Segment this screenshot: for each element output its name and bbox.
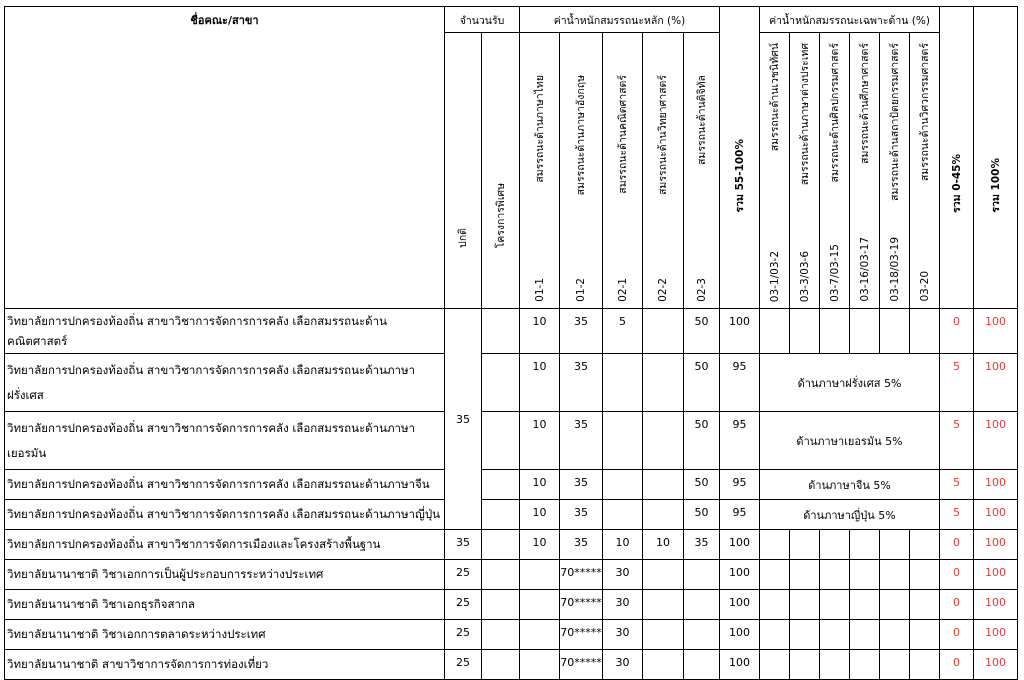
core-total-value: 100 [720,560,760,590]
spec-note: ด้านภาษาเยอรมัน 5% [760,412,940,470]
spec-total-value: 5 [940,500,974,530]
spec-col-header: สมรรถนะด้านสถาปัตยกรรมศาสตร์ 03-18/03-19 [880,33,910,309]
intake-normal-value: 25 [445,590,482,620]
core-value: 70***** [560,590,603,620]
intake-special-header: โครงการพิเศษ [482,33,520,309]
spec-note: ด้านภาษาฝรั่งเศส 5% [760,354,940,412]
grand-total-value: 100 [974,412,1018,470]
table-row [5,500,1018,530]
core-value: 30 [603,650,643,680]
core-value [603,412,643,470]
grand-total-value: 100 [974,560,1018,590]
spec-total-value: 0 [940,620,974,650]
grand-total-header: รวม 100% [974,7,1018,309]
core-value: 70***** [560,620,603,650]
core-value [643,470,684,500]
core-total-value: 100 [720,309,760,354]
core-value: 50 [684,354,720,412]
core-value: 35 [684,530,720,560]
core-value: 10 [520,470,560,500]
spec-note: ด้านภาษาญี่ปุ่น 5% [760,500,940,530]
core-total-value: 100 [720,650,760,680]
core-col-header: สมรรถนะด้านดิจิทัล 02-3 [684,33,720,309]
core-value: 35 [560,354,603,412]
spec-total-value: 0 [940,560,974,590]
core-value [520,560,560,590]
table-row [5,530,1018,560]
core-value: 35 [560,530,603,560]
core-value: 50 [684,500,720,530]
spec-total-value: 0 [940,650,974,680]
spec-col-header: สมรรถนะด้านศิลปกรรมศาสตร์ 03-7/03-15 [820,33,850,309]
program-name: วิทยาลัยนานาชาติ วิชาเอกการตลาดระหว่างประเทศ [5,620,445,650]
core-value [643,560,684,590]
core-total-value: 95 [720,470,760,500]
spec-col-header: สมรรถนะด้านเวชนิทัศน์ 03-1/03-2 [760,33,790,309]
spec-total-value: 0 [940,530,974,560]
core-value: 10 [603,530,643,560]
table-row [5,412,1018,470]
table-row [5,354,1018,412]
table-row [5,470,1018,500]
intake-header: จำนวนรับ [445,7,520,33]
table-row [5,309,1018,354]
core-col-header: สมรรถนะด้านคณิตศาสตร์ 02-1 [603,33,643,309]
core-value [684,560,720,590]
grand-total-value: 100 [974,354,1018,412]
grand-total-value: 100 [974,530,1018,560]
core-value: 70***** [560,650,603,680]
core-value: 10 [520,530,560,560]
table-row [5,590,1018,620]
core-value: 70***** [560,560,603,590]
spec-total-value: 5 [940,354,974,412]
core-value [684,650,720,680]
core-value: 50 [684,412,720,470]
grand-total-value: 100 [974,470,1018,500]
core-col-header: สมรรถนะด้านภาษาไทย 01-1 [520,33,560,309]
program-name: วิทยาลัยการปกครองท้องถิ่น สาขาวิชาการจัดการเมืองและโครงสร้างพื้นฐาน [5,530,445,560]
core-total-value: 95 [720,354,760,412]
core-total-value: 100 [720,590,760,620]
intake-normal-value: 25 [445,620,482,650]
core-value [603,354,643,412]
core-value [643,590,684,620]
spec-col-header: สมรรถนะด้านศึกษาศาสตร์ 03-16/03-17 [850,33,880,309]
program-name: วิทยาลัยการปกครองท้องถิ่น สาขาวิชาการจัดการการคลัง เลือกสมรรถนะด้านคณิตศาสตร์ [5,309,445,354]
core-value [520,590,560,620]
intake-normal-value: 25 [445,650,482,680]
core-value: 35 [560,309,603,354]
spec-total-value: 5 [940,470,974,500]
core-value: 30 [603,560,643,590]
program-name: วิทยาลัยนานาชาติ วิชาเอกการเป็นผู้ประกอบการระหว่างประเทศ [5,560,445,590]
core-value: 50 [684,470,720,500]
intake-normal-header: ปกติ [445,33,482,309]
core-value: 35 [560,412,603,470]
spec-total-value: 5 [940,412,974,470]
intake-normal-value: 35 [445,530,482,560]
core-value: 35 [560,470,603,500]
program-name: วิทยาลัยการปกครองท้องถิ่น สาขาวิชาการจัดการการคลัง เลือกสมรรถนะด้านภาษาญี่ปุ่น [5,500,445,530]
grand-total-value: 100 [974,650,1018,680]
core-total-value: 95 [720,412,760,470]
core-value: 30 [603,590,643,620]
core-col-header: สมรรถนะด้านวิทยาศาสตร์ 02-2 [643,33,684,309]
core-value [643,500,684,530]
core-value [643,620,684,650]
grand-total-value: 100 [974,620,1018,650]
spec-total-value: 0 [940,309,974,354]
spec-note: ด้านภาษาจีน 5% [760,470,940,500]
program-name: วิทยาลัยการปกครองท้องถิ่น สาขาวิชาการจัดการการคลัง เลือกสมรรถนะด้านภาษาฝรั่งเศส [5,354,445,412]
table-row [5,620,1018,650]
core-value: 10 [520,412,560,470]
core-col-header: สมรรถนะด้านภาษาอังกฤษ 01-2 [560,33,603,309]
table-row [5,650,1018,680]
core-value [603,500,643,530]
core-value: 35 [560,500,603,530]
core-value: 10 [520,309,560,354]
admission-weight-table-wrapper [4,6,1018,680]
program-name: วิทยาลัยนานาชาติ สาขาวิชาการจัดการการท่องเที่ยว [5,650,445,680]
core-value [643,309,684,354]
core-value [643,354,684,412]
core-weight-header: ค่าน้ำหนักสมรรถนะหลัก (%) [520,7,720,33]
core-total-value: 95 [720,500,760,530]
core-total-header: รวม 55-100% [720,7,760,309]
grand-total-value: 100 [974,500,1018,530]
spec-weight-header: ค่าน้ำหนักสมรรถนะเฉพาะด้าน (%) [760,7,940,33]
admission-weight-table [4,6,1018,680]
core-value [603,470,643,500]
program-name: วิทยาลัยการปกครองท้องถิ่น สาขาวิชาการจัดการการคลัง เลือกสมรรถนะด้านภาษาเยอรมัน [5,412,445,470]
intake-normal-value: 25 [445,560,482,590]
core-value [684,590,720,620]
core-value [520,650,560,680]
grand-total-value: 100 [974,309,1018,354]
core-value [643,412,684,470]
core-value: 10 [520,500,560,530]
core-value [520,620,560,650]
core-value: 5 [603,309,643,354]
intake-normal-value: 35 [445,309,482,530]
program-name: วิทยาลัยนานาชาติ วิชาเอกธุรกิจสากล [5,590,445,620]
table-row [5,560,1018,590]
grand-total-value: 100 [974,590,1018,620]
program-name: วิทยาลัยการปกครองท้องถิ่น สาขาวิชาการจัดการการคลัง เลือกสมรรถนะด้านภาษาจีน [5,470,445,500]
core-value [684,620,720,650]
core-value: 10 [520,354,560,412]
spec-col-header: สมรรถนะด้านวิศวกรรมศาสตร์ 03-20 [910,33,940,309]
core-value: 10 [643,530,684,560]
core-total-value: 100 [720,530,760,560]
spec-total-header: รวม 0-45% [940,7,974,309]
core-total-value: 100 [720,620,760,650]
core-value: 30 [603,620,643,650]
core-value [643,650,684,680]
spec-total-value: 0 [940,590,974,620]
core-value: 50 [684,309,720,354]
spec-col-header: สมรรถนะด้านภาษาต่างประเทศ 03-3/03-6 [790,33,820,309]
faculty-header: ชื่อคณะ/สาขา [5,7,445,309]
